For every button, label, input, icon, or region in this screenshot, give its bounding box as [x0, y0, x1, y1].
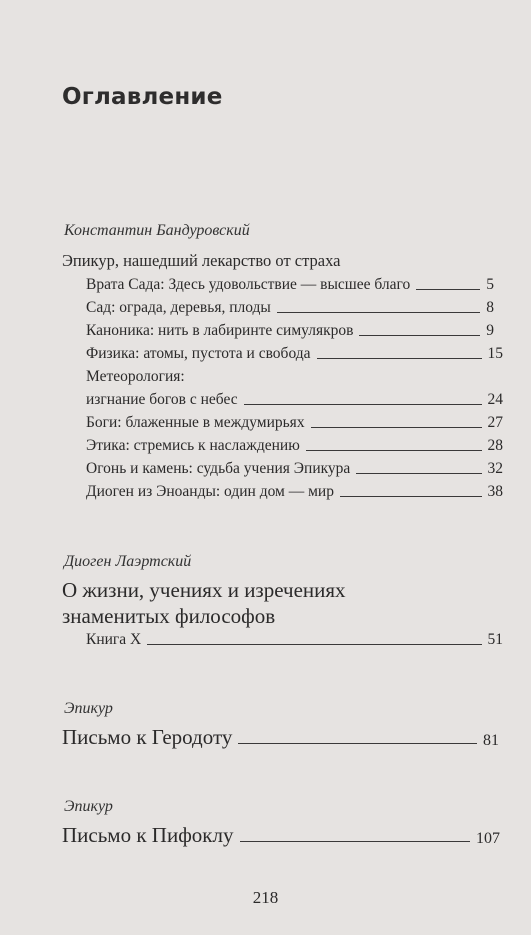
toc-entry-label: Каноника: нить в лабиринте симулякров: [86, 322, 354, 339]
toc-entry-page: 8: [486, 299, 494, 316]
section2-title-line2: знаменитых философов: [62, 604, 276, 628]
toc-entry-label: Боги: блаженные в междумирьях: [86, 414, 305, 431]
leader-line: [356, 473, 481, 474]
toc-entry-page: 15: [487, 345, 503, 362]
toc-entry-page: 9: [486, 322, 494, 339]
toc-entry-label: Физика: атомы, пустота и свобода: [86, 345, 311, 362]
toc-entry: [62, 823, 500, 848]
toc-entry-page: 81: [483, 732, 499, 749]
toc-entry-label: Врата Сада: Здесь удовольствие — высшее благо: [86, 276, 411, 293]
toc-entry: [62, 725, 499, 750]
leader-line: [277, 312, 480, 313]
toc-entry-page: 24: [487, 391, 503, 408]
toc-entry: [86, 631, 503, 649]
toc-entry-page: 107: [476, 830, 500, 847]
toc-entry: [86, 276, 494, 294]
toc-entry: [86, 460, 503, 478]
toc-entry-label: Этика: стремись к наслаждению: [86, 437, 300, 454]
page-title: Оглавление: [62, 84, 223, 110]
section2-title-line1: О жизни, учениях и изречениях: [62, 578, 346, 602]
toc-entry-label: Метеорология:: [86, 368, 185, 385]
toc-entry: [86, 437, 503, 455]
toc-entry-label: Огонь и камень: судьба учения Эпикура: [86, 460, 351, 477]
section3-author: Эпикур: [64, 700, 113, 717]
leader-line: [317, 358, 482, 359]
section2-author: Диоген Лаэртский: [64, 553, 192, 570]
toc-entry: [86, 322, 494, 340]
toc-entry: [86, 391, 503, 409]
leader-line: [238, 743, 477, 744]
leader-line: [416, 289, 480, 290]
leader-line: [311, 427, 482, 428]
toc-entry: [86, 299, 494, 317]
toc-entry-page: 28: [487, 437, 503, 454]
toc-entry: [86, 483, 503, 501]
leader-line: [359, 335, 480, 336]
section1-title: Эпикур, нашедший лекарство от страха: [62, 251, 341, 270]
toc-entry-page: 27: [487, 414, 503, 431]
toc-entry-page: 5: [486, 276, 494, 293]
leader-line: [240, 841, 471, 842]
leader-line: [244, 404, 482, 405]
leader-line: [306, 450, 482, 451]
toc-entry: [86, 368, 503, 386]
leader-line: [147, 644, 481, 645]
toc-entry: [86, 345, 503, 363]
section1-author: Константин Бандуровский: [64, 222, 250, 239]
toc-entry: [86, 414, 503, 432]
section4-author: Эпикур: [64, 798, 113, 815]
page-number: 218: [252, 888, 279, 907]
toc-entry-label: изгнание богов с небес: [86, 391, 238, 408]
toc-entry-page: 38: [487, 483, 503, 500]
toc-entry-page: 51: [487, 631, 503, 648]
toc-entry-page: 32: [487, 460, 503, 477]
toc-entry-label: Диоген из Эноанды: один дом — мир: [86, 483, 334, 500]
toc-entry-label: Сад: ограда, деревья, плоды: [86, 299, 271, 316]
leader-line: [340, 496, 482, 497]
toc-entry-label: Письмо к Пифоклу: [62, 823, 234, 847]
toc-entry-label: Книга X: [86, 631, 142, 648]
toc-entry-label: Письмо к Геродоту: [62, 725, 233, 749]
